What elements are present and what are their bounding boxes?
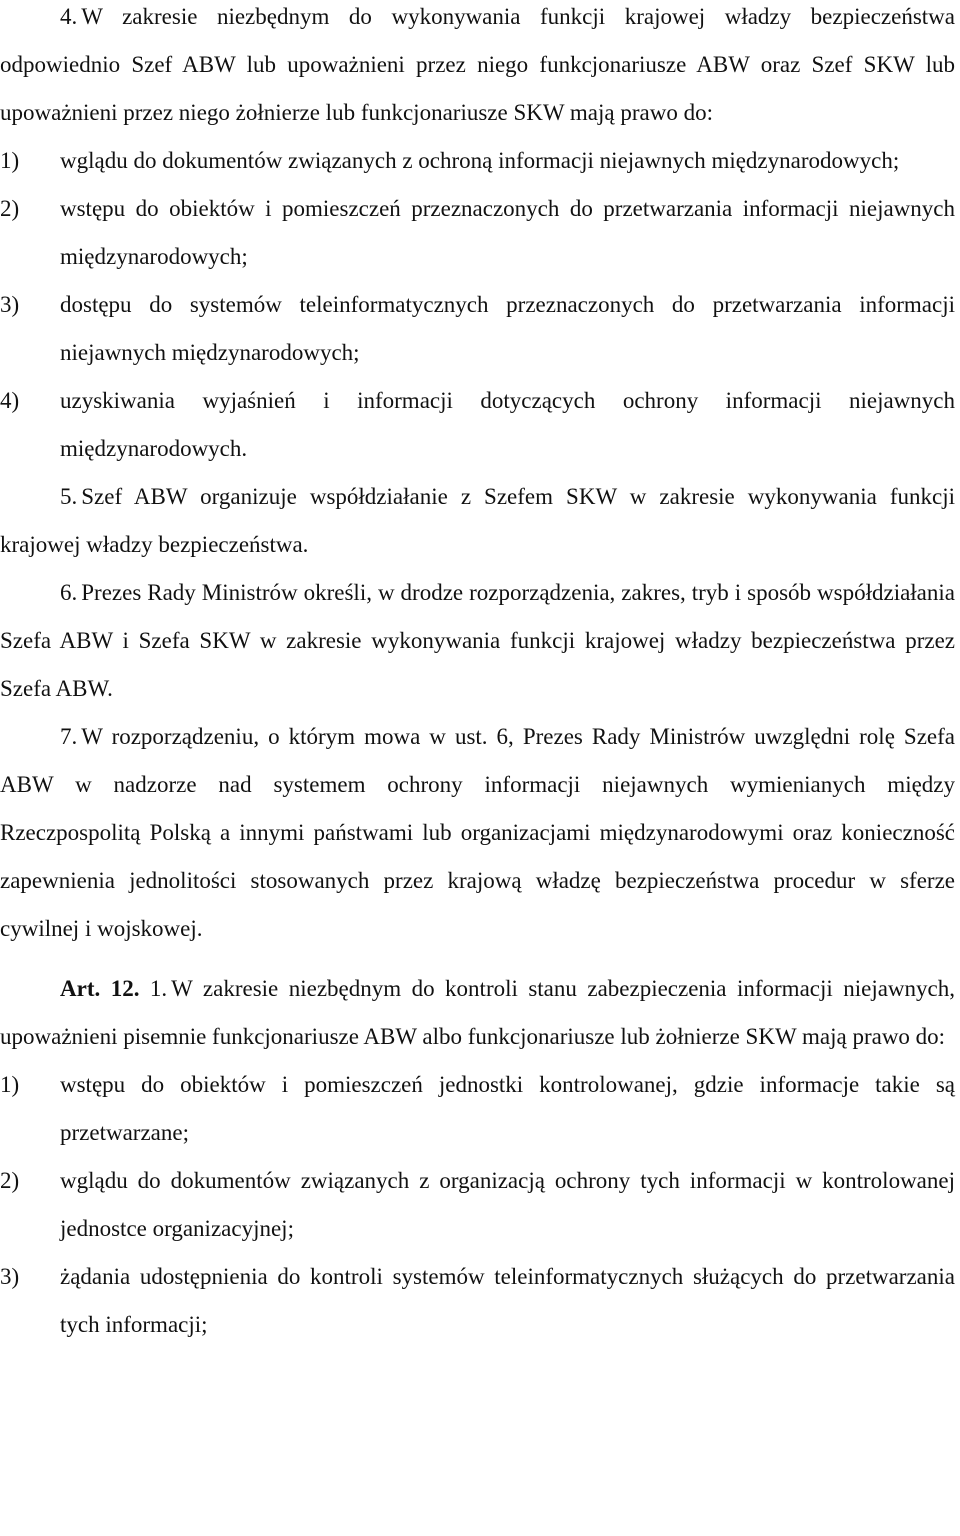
list-item [0,377,955,473]
list-item-number: 2) [0,1168,20,1193]
list-item-number: 3) [0,292,20,317]
paragraph-number: 1. [149,976,168,1001]
paragraph-4 [0,0,955,137]
paragraph-text: W zakresie niezbędnym do wykonywania funkcji krajowej władzy bezpieczeństwa odpowiednio Szef ABW lub upoważnieni przez niego funkcjonariusze ABW oraz Szef SKW lub upoważnieni przez niego żołnierze lub funkcjonariusze SKW mają prawo do: [0,4,955,125]
list-item-number: 2) [0,196,20,221]
paragraph-7 [0,713,955,953]
list-item [0,137,955,185]
paragraph-text: Szef ABW organizuje współdziałanie z Szefem SKW w zakresie wykonywania funkcji krajowej władzy bezpieczeństwa. [0,484,955,557]
list-item-text: dostępu do systemów teleinformatycznych przeznaczonych do przetwarzania informacji niejawnych międzynarodowych; [60,292,955,365]
list-item-number: 3) [0,1264,20,1289]
list-item-text: uzyskiwania wyjaśnień i informacji dotyczących ochrony informacji niejawnych międzynarodowych. [60,388,955,461]
list-item-number: 4) [0,388,20,413]
article-label: Art. 12. [60,976,140,1001]
paragraph-number: 4. [60,4,78,29]
list-item [0,1061,955,1157]
list-item-text: wglądu do dokumentów związanych z ochroną informacji niejawnych międzynarodowych; [60,148,900,173]
paragraph-number: 5. [60,484,78,509]
list-item [0,1253,955,1349]
paragraph-text: Prezes Rady Ministrów określi, w drodze rozporządzenia, zakres, tryb i sposób współdziałania Szefa ABW i Szefa SKW w zakresie wykonywania funkcji krajowej władzy bezpieczeństwa przez Szefa ABW. [0,580,955,701]
article-12-paragraph-1 [0,965,955,1061]
list-item-text: wstępu do obiektów i pomieszczeń przeznaczonych do przetwarzania informacji niejawnych międzynarodowych; [60,196,955,269]
paragraph-text: W rozporządzeniu, o którym mowa w ust. 6, Prezes Rady Ministrów uwzględni rolę Szefa ABW w nadzorze nad systemem ochrony informacji niejawnych wymienianych między Rzeczpospolitą Polską a innymi państwami lub organizacjami międzynarodowymi oraz konieczność zapewnienia jednolitości stosowanych przez krajową władzę bezpieczeństwa procedur w sferze cywilnej i wojskowej. [0,724,955,941]
list-item [0,185,955,281]
list-item [0,281,955,377]
list-item-number: 1) [0,148,20,173]
list-item [0,1157,955,1253]
paragraph-6 [0,569,955,713]
paragraph-number: 7. [60,724,78,749]
paragraph-text: W zakresie niezbędnym do kontroli stanu zabezpieczenia informacji niejawnych, upoważnieni pisemnie funkcjonariusze ABW albo funkcjonariusze lub żołnierze SKW mają prawo do: [0,976,956,1049]
paragraph-number: 6. [60,580,78,605]
paragraph-5 [0,473,955,569]
list-item-number: 1) [0,1072,20,1097]
list-item-text: żądania udostępnienia do kontroli systemów teleinformatycznych służących do przetwarzania tych informacji; [60,1264,955,1337]
list-item-text: wstępu do obiektów i pomieszczeń jednostki kontrolowanej, gdzie informacje takie są przetwarzane; [60,1072,955,1145]
list-item-text: wglądu do dokumentów związanych z organizacją ochrony tych informacji w kontrolowanej jednostce organizacyjnej; [60,1168,955,1241]
